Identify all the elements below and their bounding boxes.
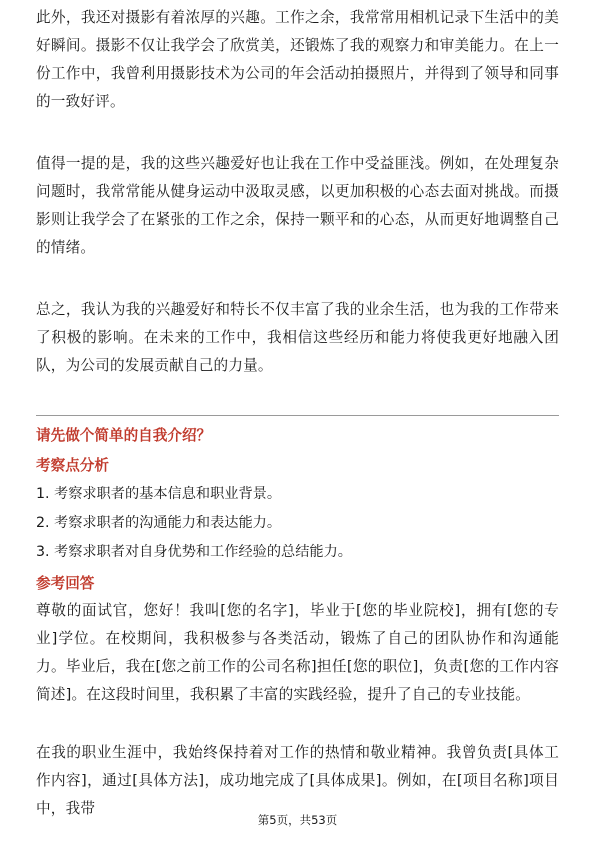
analysis-point: 3. 考察求职者对自身优势和工作经验的总结能力。 [36,544,352,560]
page-number-footer: 第5页，共53页 [257,813,338,827]
body-paragraph-benefits: 值得一提的是，我的这些兴趣爱好也让我在工作中受益匪浅。例如，在处理复杂问题时，我常常能从健身运动中汲取灵感，以更加积极的心态去面对挑战。而摄影则让我学会了在紧张的工作之余，保持一颗平和的心态，从而更好地调整自己的情绪。 [36,155,559,256]
body-paragraph-summary: 总之，我认为我的兴趣爱好和特长不仅丰富了我的业余生活，也为我的工作带来了积极的影响。在未来的工作中，我相信这些经历和能力将使我更好地融入团队，为公司的发展贡献自己的力量。 [36,301,559,374]
answer-paragraph-intro: 尊敬的面试官，您好！我叫[您的名字]，毕业于[您的毕业院校]，拥有[您的专业]学位。在校期间，我积极参与各类活动，锻炼了自己的团队协作和沟通能力。毕业后，我在[您之前工作的公司名称]担任[您的职位]，负责[您的工作内容简述]。在这段时间里，我积累了丰富的实践经验，提升了自己的专业技能。 [36,602,559,703]
body-paragraph-photography: 此外，我还对摄影有着浓厚的兴趣。工作之余，我常常用相机记录下生活中的美好瞬间。摄影不仅让我学会了欣赏美，还锻炼了我的观察力和审美能力。在上一份工作中，我曾利用摄影技术为公司的年会活动拍摄照片，并得到了领导和同事的一致好评。 [36,9,559,110]
answer-heading: 参考回答 [36,575,95,592]
answer-paragraph-career: 在我的职业生涯中，我始终保持着对工作的热情和敬业精神。我曾负责[具体工作内容]，通过[具体方法]，成功地完成了[具体成果]。例如，在[项目名称]项目中，我带 [36,744,559,817]
analysis-heading: 考察点分析 [36,457,109,474]
analysis-point: 2. 考察求职者的沟通能力和表达能力。 [36,515,282,531]
analysis-list [36,480,559,567]
section-divider [36,415,559,416]
analysis-point: 1. 考察求职者的基本信息和职业背景。 [36,486,282,502]
interview-question: 请先做个简单的自我介绍？ [36,427,212,444]
